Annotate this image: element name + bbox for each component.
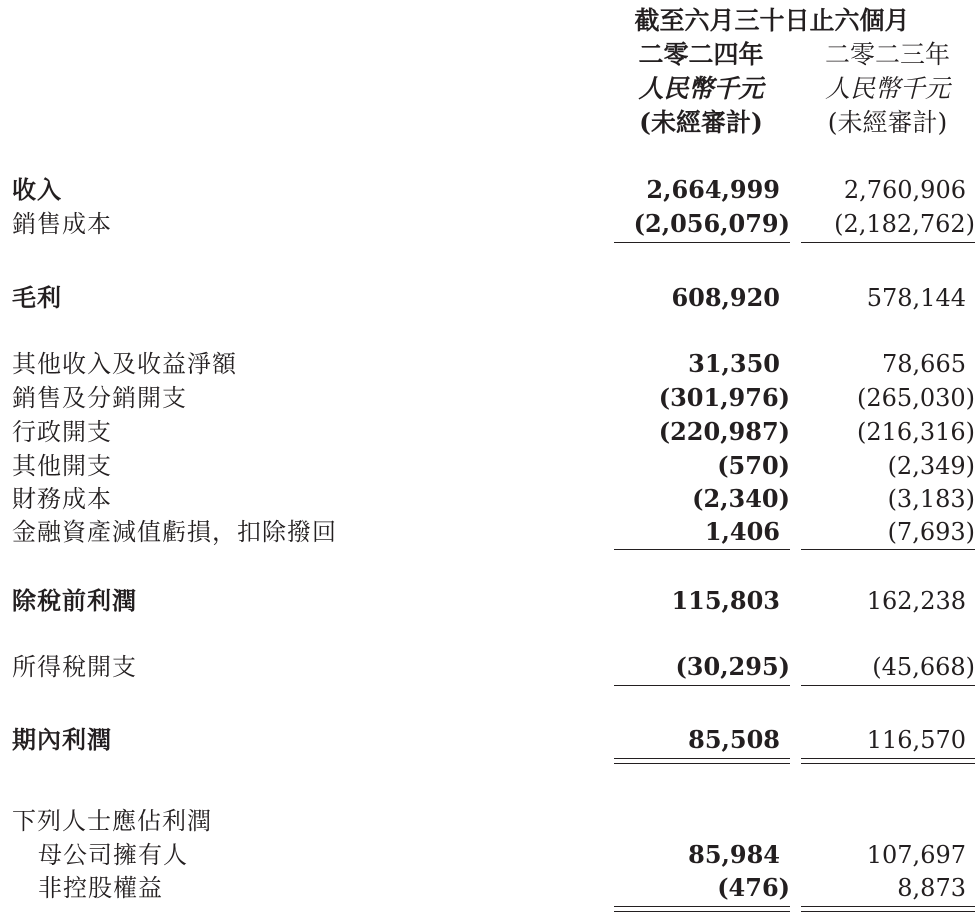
subtotal-rule-2024 bbox=[614, 242, 790, 243]
total-double-rule-2024 bbox=[614, 906, 790, 907]
row-label-owners-of-parent: 母公司擁有人 bbox=[38, 841, 188, 869]
row-label-impairment-losses: 金融資產減值虧損，扣除撥回 bbox=[12, 518, 337, 546]
col-2024-year: 二零二四年 bbox=[638, 40, 764, 69]
subtotal-rule-2023 bbox=[801, 685, 975, 686]
row-value-2024-impairment-losses: 1,406 bbox=[704, 517, 780, 546]
row-value-2024-other-expenses: (570) bbox=[717, 451, 790, 480]
subtotal-rule-2023 bbox=[801, 242, 975, 243]
row-label-revenue: 收入 bbox=[12, 175, 62, 204]
row-value-2023-cost-of-sales: (2,182,762) bbox=[834, 210, 975, 238]
row-value-2023-other-expenses: (2,349) bbox=[887, 452, 975, 480]
total-double-rule-2023 bbox=[801, 763, 975, 764]
row-label-admin-expenses: 行政開支 bbox=[12, 418, 112, 446]
row-value-2024-profit-for-period: 85,508 bbox=[688, 725, 780, 754]
row-value-2024-non-controlling-interests: (476) bbox=[717, 873, 790, 902]
row-label-attributable-to: 下列人士應佔利潤 bbox=[12, 807, 212, 835]
col-2023-unit: 人民幣千元 bbox=[824, 74, 950, 103]
total-double-rule-2024 bbox=[614, 758, 790, 759]
col-2023-year: 二零二三年 bbox=[824, 40, 950, 69]
period-header: 截至六月三十日止六個月 bbox=[634, 6, 910, 35]
row-value-2024-income-tax: (30,295) bbox=[675, 652, 790, 681]
row-value-2024-selling-expenses: (301,976) bbox=[658, 383, 790, 412]
row-value-2023-revenue: 2,760,906 bbox=[843, 176, 966, 204]
row-value-2024-revenue: 2,664,999 bbox=[646, 175, 780, 204]
row-label-finance-costs: 財務成本 bbox=[12, 485, 112, 513]
row-value-2024-cost-of-sales: (2,056,079) bbox=[633, 209, 790, 238]
row-label-income-tax: 所得稅開支 bbox=[12, 653, 137, 681]
row-label-profit-before-tax: 除稅前利潤 bbox=[12, 586, 137, 615]
row-label-profit-for-period: 期內利潤 bbox=[12, 725, 112, 754]
subtotal-rule-2024 bbox=[614, 549, 790, 550]
row-value-2023-income-tax: (45,668) bbox=[872, 653, 975, 681]
row-label-cost-of-sales: 銷售成本 bbox=[12, 210, 112, 238]
row-value-2024-finance-costs: (2,340) bbox=[692, 484, 790, 513]
row-value-2024-owners-of-parent: 85,984 bbox=[688, 840, 780, 869]
col-2023-note: (未經審計) bbox=[827, 108, 948, 137]
row-value-2023-gross-profit: 578,144 bbox=[866, 284, 966, 312]
row-value-2023-admin-expenses: (216,316) bbox=[857, 418, 975, 446]
row-value-2023-impairment-losses: (7,693) bbox=[887, 518, 975, 546]
total-double-rule-2023 bbox=[801, 758, 975, 759]
row-value-2024-admin-expenses: (220,987) bbox=[658, 417, 790, 446]
total-double-rule-2023 bbox=[801, 911, 975, 912]
row-value-2024-other-income: 31,350 bbox=[688, 349, 780, 378]
row-value-2023-selling-expenses: (265,030) bbox=[857, 384, 975, 412]
row-value-2023-profit-for-period: 116,570 bbox=[866, 726, 966, 754]
subtotal-rule-2023 bbox=[801, 549, 975, 550]
total-double-rule-2024 bbox=[614, 763, 790, 764]
row-label-other-income: 其他收入及收益淨額 bbox=[12, 350, 237, 378]
col-2024-note: (未經審計) bbox=[639, 108, 763, 137]
row-label-selling-expenses: 銷售及分銷開支 bbox=[12, 384, 187, 412]
row-label-non-controlling-interests: 非控股權益 bbox=[38, 874, 163, 902]
row-label-gross-profit: 毛利 bbox=[12, 283, 62, 312]
row-value-2024-gross-profit: 608,920 bbox=[671, 283, 780, 312]
row-label-other-expenses: 其他開支 bbox=[12, 452, 112, 480]
total-double-rule-2024 bbox=[614, 911, 790, 912]
row-value-2024-profit-before-tax: 115,803 bbox=[671, 586, 780, 615]
row-value-2023-finance-costs: (3,183) bbox=[887, 485, 975, 513]
row-value-2023-non-controlling-interests: 8,873 bbox=[897, 874, 966, 902]
row-value-2023-owners-of-parent: 107,697 bbox=[866, 841, 966, 869]
col-2024-unit: 人民幣千元 bbox=[638, 74, 764, 103]
subtotal-rule-2024 bbox=[614, 685, 790, 686]
row-value-2023-profit-before-tax: 162,238 bbox=[866, 587, 966, 615]
total-double-rule-2023 bbox=[801, 906, 975, 907]
row-value-2023-other-income: 78,665 bbox=[882, 350, 966, 378]
